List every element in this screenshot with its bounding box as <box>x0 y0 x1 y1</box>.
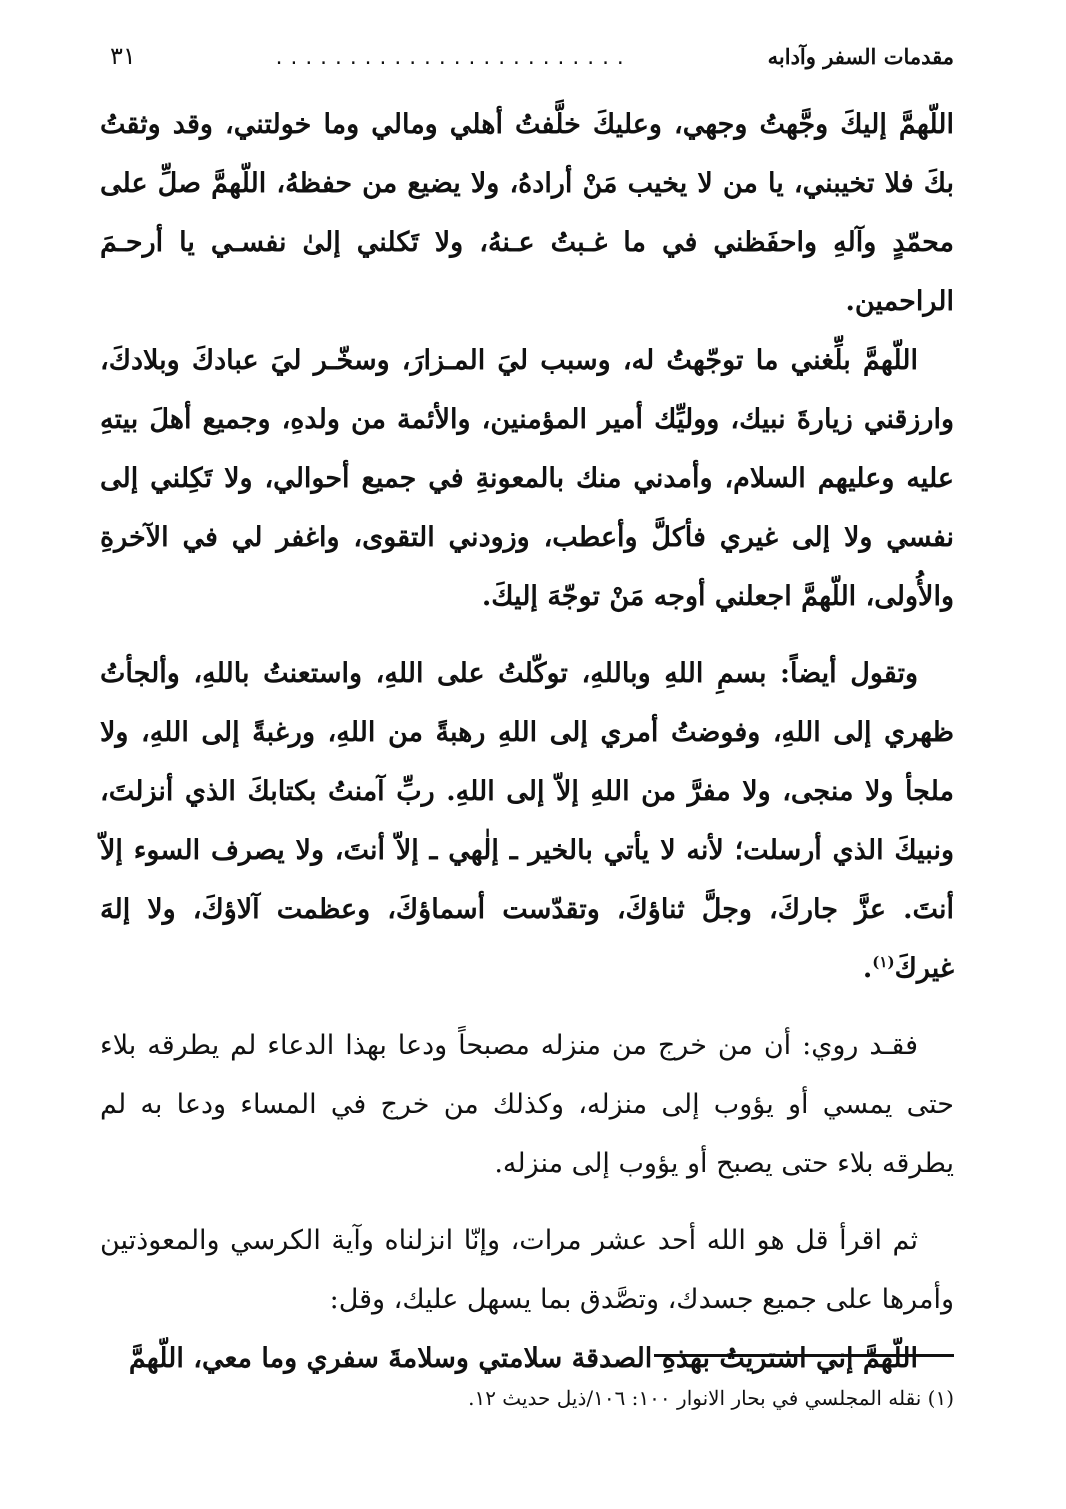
footnote-marker: (١) <box>872 953 895 971</box>
page-header <box>110 42 954 82</box>
prayer-paragraph-4: اللّهمَّ إني اشتريتُ بهذهِ الصدقة سلامتي وسلامةَ سفري وما معي، اللّهمَّ <box>128 1343 918 1374</box>
footnote-marker-period: . <box>862 953 873 984</box>
prayer-paragraph-3-text: وتقول أيضاً: بسمِ اللهِ وباللهِ، توكّلتُ على اللهِ، واستعنتُ باللهِ، وألجأتُ ظهري إلى اللهِ، وفوضتُ أمري إلى اللهِ رهبةً من اللهِ، ورغبةً إلى اللهِ، ولا ملجأ ولا منجى، ولا مفرَّ من اللهِ إلاّ إلى اللهِ. ربِّ آمنتُ بكتابكَ الذي أنزلتَ، ونبيكَ الذي أرسلت؛ لأنه لا يأتي بالخير ـ إلٰهي ـ إلاّ أنتَ، ولا يصرف السوء إلاّ أنتَ. عزَّ جاركَ، وجلَّ ثناؤكَ، وتقدّست أسماؤكَ، وعظمت آلاؤكَ، ولا إلهَ غيركَ <box>100 658 954 984</box>
prayer-paragraph-2: اللّهمَّ بلِّغني ما توجّهتُ له، وسبب ليَ المـزارَ، وسخّـر ليَ عبادكَ وبلادكَ، وارزقني زيارةَ نبيك، ووليِّك أمير المؤمنين، والأئمة من ولدهِ، وجميع أهلَ بيتهِ عليه وعليهم السلام، وأمدني منك بالمعونةِ في جميع أحوالي، ولا تَكِلني إلى نفسي ولا إلى غيري فأكلَّ وأعطب، وزودني التقوى، واغفر لي في الآخرةِ والأُولى، اللّهمَّ اجعلني أوجه مَنْ توجّهَ إليكَ. <box>100 345 954 612</box>
prayer-paragraph-3 <box>100 644 954 998</box>
running-title: مقدمات السفر وآدابه <box>767 44 954 69</box>
prayer-paragraph-1: اللّهمَّ إليكَ وجَّهتُ وجهي، وعليكَ خلَّفتُ أهلي ومالي وما خولتني، وقد وثقتُ بكَ فلا تخيبني، يا من لا يخيب مَنْ أرادهُ، ولا يضيع من حفظهُ، اللّهمَّ صلِّ على محمّدٍ وآلهِ واحفَظني في ما غـبتُ عـنهُ، ولا تَكلني إلىٰ نفسـي يا أرحـمَ الراحمين. <box>100 109 954 317</box>
page-number: ٣١ <box>110 42 136 70</box>
footnote-divider <box>654 1354 954 1357</box>
instruction-paragraph: ثم اقرأ قل هو الله أحد عشر مرات، وإنّا انزلناه وآية الكرسي والمعوذتين وأمرها على جميع جسدك، وتصَّدق بما يسهل عليك، وقل: <box>100 1225 954 1315</box>
paragraph-gap <box>100 1193 954 1211</box>
footnote: (١) نقله المجلسي في بحار الانوار ١٠٠: ١٠٦/ذيل حديث ١٢. <box>468 1386 954 1410</box>
leader-dots: ........................ <box>273 48 630 69</box>
paragraph-gap <box>100 626 954 644</box>
paragraph-gap <box>100 998 954 1016</box>
narration-paragraph: فقـد روي: أن من خرج من منزله مصبحاً ودعا بهذا الدعاء لم يطرقه بلاء حتى يمسي أو يؤوب إلى منزله، وكذلك من خرج في المساء ودعا به لم يطرقه بلاء حتى يصبح أو يؤوب إلى منزله. <box>100 1030 954 1179</box>
body-text <box>100 95 954 1388</box>
